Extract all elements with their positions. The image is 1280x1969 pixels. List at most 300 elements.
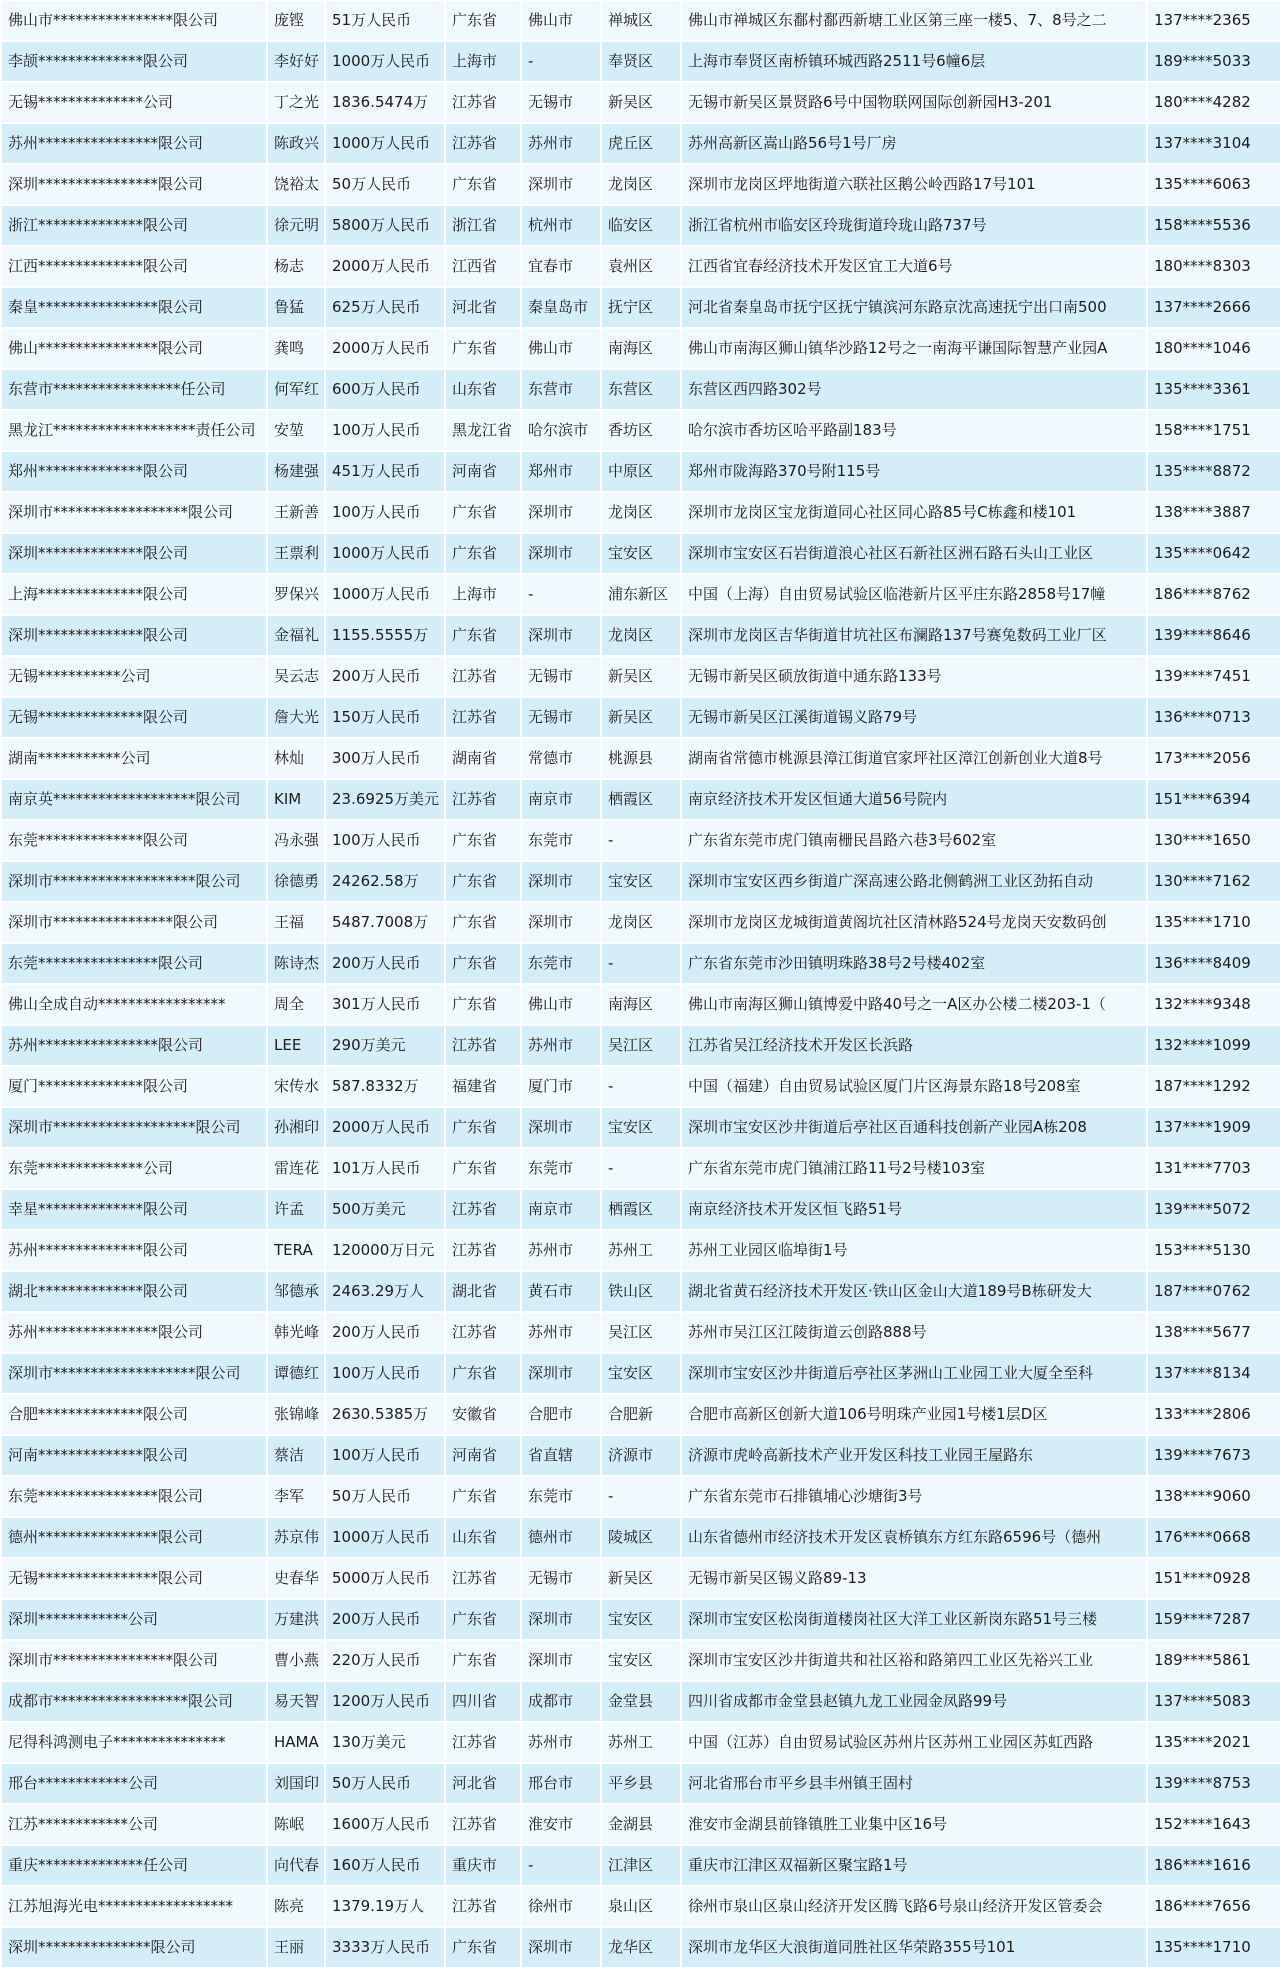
contact-cell: 史春华 [267, 1558, 325, 1599]
phone-cell: 135****3361 [1147, 369, 1280, 410]
province-cell: 广东省 [445, 1353, 521, 1394]
phone-cell: 130****7162 [1147, 861, 1280, 902]
province-cell: 浙江省 [445, 205, 521, 246]
district-cell: 龙华区 [601, 1927, 681, 1968]
company-name-cell: 邢台************公司 [1, 1763, 267, 1804]
city-cell: 苏州市 [521, 123, 601, 164]
company-name-cell: 江西**************限公司 [1, 246, 267, 287]
company-name-cell: 湖北**************限公司 [1, 1271, 267, 1312]
contact-cell: 吴云志 [267, 656, 325, 697]
company-name-cell: 湖南***********公司 [1, 738, 267, 779]
table-row [1, 1476, 1280, 1517]
contact-cell: 金福礼 [267, 615, 325, 656]
capital-cell: 300万人民币 [325, 738, 445, 779]
city-cell: 徐州市 [521, 1886, 601, 1927]
capital-cell: 160万人民币 [325, 1845, 445, 1886]
province-cell: 江苏省 [445, 1804, 521, 1845]
table-row [1, 1435, 1280, 1476]
table-row [1, 943, 1280, 984]
phone-cell: 152****1643 [1147, 1804, 1280, 1845]
city-cell: 省直辖 [521, 1435, 601, 1476]
address-cell: 深圳市宝安区石岩街道浪心社区石新社区洲石路石头山工业区 [681, 533, 1147, 574]
company-name-cell: 尼得科鸿测电子*************** [1, 1722, 267, 1763]
district-cell: 平乡县 [601, 1763, 681, 1804]
capital-cell: 5800万人民币 [325, 205, 445, 246]
capital-cell: 1155.5555万 [325, 615, 445, 656]
capital-cell: 100万人民币 [325, 492, 445, 533]
city-cell: 深圳市 [521, 902, 601, 943]
address-cell: 苏州高新区嵩山路56号1号厂房 [681, 123, 1147, 164]
province-cell: 江苏省 [445, 1558, 521, 1599]
address-cell: 深圳市龙岗区宝龙街道同心社区同心路85号C栋鑫和楼101 [681, 492, 1147, 533]
city-cell: 常德市 [521, 738, 601, 779]
phone-cell: 139****7451 [1147, 656, 1280, 697]
capital-cell: 150万人民币 [325, 697, 445, 738]
province-cell: 广东省 [445, 0, 521, 41]
province-cell: 江苏省 [445, 697, 521, 738]
company-name-cell: 无锡**************限公司 [1, 697, 267, 738]
phone-cell: 187****1292 [1147, 1066, 1280, 1107]
capital-cell: 1000万人民币 [325, 123, 445, 164]
city-cell: 无锡市 [521, 697, 601, 738]
province-cell: 广东省 [445, 902, 521, 943]
district-cell: 龙岗区 [601, 615, 681, 656]
contact-cell: 徐元明 [267, 205, 325, 246]
table-row [1, 246, 1280, 287]
capital-cell: 24262.58万 [325, 861, 445, 902]
table-row [1, 1312, 1280, 1353]
contact-cell: 易天智 [267, 1681, 325, 1722]
district-cell: 中原区 [601, 451, 681, 492]
phone-cell: 137****2666 [1147, 287, 1280, 328]
table-row [1, 1886, 1280, 1927]
phone-cell: 138****3887 [1147, 492, 1280, 533]
table-row [1, 410, 1280, 451]
capital-cell: 1200万人民币 [325, 1681, 445, 1722]
contact-cell: 丁之光 [267, 82, 325, 123]
address-cell: 深圳市宝安区沙井街道后亭社区茅洲山工业园工业大厦全至科 [681, 1353, 1147, 1394]
district-cell: 浦东新区 [601, 574, 681, 615]
province-cell: 河北省 [445, 287, 521, 328]
city-cell: 杭州市 [521, 205, 601, 246]
contact-cell: 王新善 [267, 492, 325, 533]
province-cell: 广东省 [445, 984, 521, 1025]
table-row [1, 1558, 1280, 1599]
company-name-cell: 东莞**************公司 [1, 1148, 267, 1189]
city-cell: 深圳市 [521, 492, 601, 533]
province-cell: 广东省 [445, 164, 521, 205]
province-cell: 江苏省 [445, 1312, 521, 1353]
city-cell: 深圳市 [521, 861, 601, 902]
phone-cell: 176****0668 [1147, 1517, 1280, 1558]
contact-cell: 陈岷 [267, 1804, 325, 1845]
capital-cell: 101万人民币 [325, 1148, 445, 1189]
province-cell: 广东省 [445, 1640, 521, 1681]
district-cell: 铁山区 [601, 1271, 681, 1312]
contact-cell: LEE [267, 1025, 325, 1066]
company-name-cell: 佛山****************限公司 [1, 328, 267, 369]
address-cell: 无锡市新吴区硕放街道中通东路133号 [681, 656, 1147, 697]
phone-cell: 159****7287 [1147, 1599, 1280, 1640]
company-name-cell: 深圳市*******************限公司 [1, 861, 267, 902]
phone-cell: 136****0713 [1147, 697, 1280, 738]
district-cell: 新吴区 [601, 697, 681, 738]
company-name-cell: 幸星**************限公司 [1, 1189, 267, 1230]
province-cell: 湖南省 [445, 738, 521, 779]
table-row [1, 328, 1280, 369]
address-cell: 郑州市陇海路370号附115号 [681, 451, 1147, 492]
address-cell: 佛山市禅城区东鄱村鄱西新塘工业区第三座一楼5、7、8号之二 [681, 0, 1147, 41]
province-cell: 广东省 [445, 1107, 521, 1148]
capital-cell: 200万人民币 [325, 1312, 445, 1353]
capital-cell: 3333万人民币 [325, 1927, 445, 1968]
phone-cell: 135****8872 [1147, 451, 1280, 492]
phone-cell: 189****5033 [1147, 41, 1280, 82]
capital-cell: 50万人民币 [325, 1476, 445, 1517]
company-name-cell: 深圳市****************限公司 [1, 902, 267, 943]
city-cell: 合肥市 [521, 1394, 601, 1435]
city-cell: 南京市 [521, 1189, 601, 1230]
province-cell: 河南省 [445, 1435, 521, 1476]
phone-cell: 139****7673 [1147, 1435, 1280, 1476]
table-row [1, 1722, 1280, 1763]
province-cell: 广东省 [445, 492, 521, 533]
table-row [1, 287, 1280, 328]
table-row [1, 1394, 1280, 1435]
province-cell: 广东省 [445, 943, 521, 984]
contact-cell: 王福 [267, 902, 325, 943]
province-cell: 河北省 [445, 1763, 521, 1804]
phone-cell: 132****9348 [1147, 984, 1280, 1025]
table-row [1, 1148, 1280, 1189]
phone-cell: 138****9060 [1147, 1476, 1280, 1517]
province-cell: 广东省 [445, 820, 521, 861]
district-cell: 吴江区 [601, 1025, 681, 1066]
capital-cell: 5000万人民币 [325, 1558, 445, 1599]
province-cell: 广东省 [445, 1148, 521, 1189]
address-cell: 深圳市宝安区松岗街道楼岗社区大洋工业区新岗东路51号三楼 [681, 1599, 1147, 1640]
capital-cell: 2000万人民币 [325, 328, 445, 369]
address-cell: 重庆市江津区双福新区聚宝路1号 [681, 1845, 1147, 1886]
phone-cell: 139****8753 [1147, 1763, 1280, 1804]
district-cell: 南海区 [601, 328, 681, 369]
city-cell: 深圳市 [521, 164, 601, 205]
address-cell: 山东省德州市经济技术开发区袁桥镇东方红东路6596号（德州 [681, 1517, 1147, 1558]
table-row [1, 615, 1280, 656]
contact-cell: 孙湘印 [267, 1107, 325, 1148]
capital-cell: 1600万人民币 [325, 1804, 445, 1845]
city-cell: 苏州市 [521, 1025, 601, 1066]
city-cell: 邢台市 [521, 1763, 601, 1804]
district-cell: 龙岗区 [601, 492, 681, 533]
table-row [1, 451, 1280, 492]
address-cell: 河北省秦皇岛市抚宁区抚宁镇滨河东路京沈高速抚宁出口南500 [681, 287, 1147, 328]
phone-cell: 180****8303 [1147, 246, 1280, 287]
company-name-cell: 上海**************限公司 [1, 574, 267, 615]
phone-cell: 135****1710 [1147, 1927, 1280, 1968]
table-row [1, 1271, 1280, 1312]
phone-cell: 137****5083 [1147, 1681, 1280, 1722]
company-name-cell: 浙江**************限公司 [1, 205, 267, 246]
city-cell: 黄石市 [521, 1271, 601, 1312]
contact-cell: 庞铿 [267, 0, 325, 41]
company-name-cell: 深圳****************限公司 [1, 164, 267, 205]
city-cell: - [521, 574, 601, 615]
company-name-cell: 无锡***********公司 [1, 656, 267, 697]
table-row [1, 0, 1280, 41]
table-row [1, 1107, 1280, 1148]
address-cell: 无锡市新吴区景贤路6号中国物联网国际创新园H3-201 [681, 82, 1147, 123]
address-cell: 合肥市高新区创新大道106号明珠产业园1号楼1层D区 [681, 1394, 1147, 1435]
city-cell: 深圳市 [521, 1640, 601, 1681]
phone-cell: 137****8134 [1147, 1353, 1280, 1394]
city-cell: - [521, 1845, 601, 1886]
capital-cell: 301万人民币 [325, 984, 445, 1025]
district-cell: 合肥新 [601, 1394, 681, 1435]
province-cell: 江苏省 [445, 1189, 521, 1230]
capital-cell: 23.6925万美元 [325, 779, 445, 820]
company-name-cell: 黑龙江*******************责任公司 [1, 410, 267, 451]
company-name-cell: 深圳**************限公司 [1, 615, 267, 656]
table-row [1, 164, 1280, 205]
capital-cell: 51万人民币 [325, 0, 445, 41]
district-cell: 龙岗区 [601, 164, 681, 205]
city-cell: 哈尔滨市 [521, 410, 601, 451]
district-cell: 禅城区 [601, 0, 681, 41]
address-cell: 中国（上海）自由贸易试验区临港新片区平庄东路2858号17幢 [681, 574, 1147, 615]
capital-cell: 50万人民币 [325, 1763, 445, 1804]
company-name-cell: 合肥**************限公司 [1, 1394, 267, 1435]
district-cell: - [601, 1066, 681, 1107]
contact-cell: 曹小燕 [267, 1640, 325, 1681]
address-cell: 深圳市龙岗区坪地街道六联社区鹅公岭西路17号101 [681, 164, 1147, 205]
table-row [1, 533, 1280, 574]
district-cell: 虎丘区 [601, 123, 681, 164]
district-cell: 苏州工 [601, 1230, 681, 1271]
company-name-cell: 河南**************限公司 [1, 1435, 267, 1476]
address-cell: 深圳市龙岗区龙城街道黄阁坑社区清林路524号龙岗天安数码创 [681, 902, 1147, 943]
company-name-cell: 深圳************公司 [1, 1599, 267, 1640]
contact-cell: 李军 [267, 1476, 325, 1517]
address-cell: 佛山市南海区狮山镇博爱中路40号之一A区办公楼二楼203-1（ [681, 984, 1147, 1025]
city-cell: 宜春市 [521, 246, 601, 287]
company-name-cell: 东莞****************限公司 [1, 1476, 267, 1517]
city-cell: 厦门市 [521, 1066, 601, 1107]
contact-cell: 龚鸣 [267, 328, 325, 369]
province-cell: 广东省 [445, 1476, 521, 1517]
contact-cell: 苏京伟 [267, 1517, 325, 1558]
address-cell: 南京经济技术开发区恒通大道56号院内 [681, 779, 1147, 820]
phone-cell: 158****1751 [1147, 410, 1280, 451]
table-row [1, 1599, 1280, 1640]
company-name-cell: 郑州**************限公司 [1, 451, 267, 492]
table-row [1, 697, 1280, 738]
province-cell: 江苏省 [445, 1230, 521, 1271]
address-cell: 河北省邢台市平乡县丰州镇王固村 [681, 1763, 1147, 1804]
capital-cell: 200万人民币 [325, 1599, 445, 1640]
contact-cell: TERA [267, 1230, 325, 1271]
district-cell: 济源市 [601, 1435, 681, 1476]
phone-cell: 137****3104 [1147, 123, 1280, 164]
district-cell: 金堂县 [601, 1681, 681, 1722]
phone-cell: 139****8646 [1147, 615, 1280, 656]
contact-cell: 蔡洁 [267, 1435, 325, 1476]
province-cell: 上海市 [445, 574, 521, 615]
province-cell: 广东省 [445, 615, 521, 656]
province-cell: 江苏省 [445, 1722, 521, 1763]
district-cell: 新吴区 [601, 656, 681, 697]
address-cell: 广东省东莞市虎门镇浦江路11号2号楼103室 [681, 1148, 1147, 1189]
contact-cell: 韩光峰 [267, 1312, 325, 1353]
capital-cell: 2000万人民币 [325, 246, 445, 287]
table-row [1, 1066, 1280, 1107]
province-cell: 广东省 [445, 861, 521, 902]
city-cell: 苏州市 [521, 1230, 601, 1271]
phone-cell: 136****8409 [1147, 943, 1280, 984]
contact-cell: KIM [267, 779, 325, 820]
city-cell: 深圳市 [521, 1353, 601, 1394]
company-name-cell: 深圳***************限公司 [1, 1927, 267, 1968]
district-cell: 宝安区 [601, 1640, 681, 1681]
address-cell: 湖北省黄石经济技术开发区·铁山区金山大道189号B栋研发大 [681, 1271, 1147, 1312]
address-cell: 佛山市南海区狮山镇华沙路12号之一南海平谦国际智慧产业园A [681, 328, 1147, 369]
contact-cell: 万建洪 [267, 1599, 325, 1640]
phone-cell: 135****2021 [1147, 1722, 1280, 1763]
province-cell: 江苏省 [445, 779, 521, 820]
province-cell: 江苏省 [445, 1886, 521, 1927]
contact-cell: 罗保兴 [267, 574, 325, 615]
table-row [1, 738, 1280, 779]
capital-cell: 2000万人民币 [325, 1107, 445, 1148]
table-row [1, 1230, 1280, 1271]
capital-cell: 500万美元 [325, 1189, 445, 1230]
contact-cell: 鲁猛 [267, 287, 325, 328]
table-row [1, 1763, 1280, 1804]
capital-cell: 100万人民币 [325, 820, 445, 861]
phone-cell: 186****8762 [1147, 574, 1280, 615]
district-cell: 宝安区 [601, 533, 681, 574]
phone-cell: 133****2806 [1147, 1394, 1280, 1435]
city-cell: 深圳市 [521, 1599, 601, 1640]
capital-cell: 50万人民币 [325, 164, 445, 205]
city-cell: 佛山市 [521, 0, 601, 41]
province-cell: 四川省 [445, 1681, 521, 1722]
capital-cell: 120000万日元 [325, 1230, 445, 1271]
contact-cell: 李好好 [267, 41, 325, 82]
contact-cell: 谭德红 [267, 1353, 325, 1394]
table-row [1, 41, 1280, 82]
city-cell: 佛山市 [521, 984, 601, 1025]
contact-cell: 周全 [267, 984, 325, 1025]
phone-cell: 153****5130 [1147, 1230, 1280, 1271]
district-cell: 南海区 [601, 984, 681, 1025]
province-cell: 江苏省 [445, 656, 521, 697]
company-name-cell: 无锡****************限公司 [1, 1558, 267, 1599]
phone-cell: 173****2056 [1147, 738, 1280, 779]
city-cell: 东莞市 [521, 1148, 601, 1189]
contact-cell: 杨志 [267, 246, 325, 287]
table-row [1, 1804, 1280, 1845]
capital-cell: 1000万人民币 [325, 41, 445, 82]
province-cell: 广东省 [445, 1599, 521, 1640]
province-cell: 湖北省 [445, 1271, 521, 1312]
city-cell: 成都市 [521, 1681, 601, 1722]
city-cell: 佛山市 [521, 328, 601, 369]
company-name-cell: 苏州****************限公司 [1, 1025, 267, 1066]
province-cell: 黑龙江省 [445, 410, 521, 451]
address-cell: 东营区西四路302号 [681, 369, 1147, 410]
company-name-cell: 深圳市******************限公司 [1, 492, 267, 533]
phone-cell: 138****5677 [1147, 1312, 1280, 1353]
province-cell: 河南省 [445, 451, 521, 492]
contact-cell: 刘国印 [267, 1763, 325, 1804]
table-row [1, 1845, 1280, 1886]
capital-cell: 625万人民币 [325, 287, 445, 328]
company-name-cell: 东莞****************限公司 [1, 943, 267, 984]
company-name-cell: 深圳**************限公司 [1, 533, 267, 574]
district-cell: 栖霞区 [601, 1189, 681, 1230]
contact-cell: 饶裕太 [267, 164, 325, 205]
company-name-cell: 佛山全成自动***************** [1, 984, 267, 1025]
address-cell: 江西省宜春经济技术开发区宜工大道6号 [681, 246, 1147, 287]
address-cell: 广东省东莞市沙田镇明珠路38号2号楼402室 [681, 943, 1147, 984]
phone-cell: 180****4282 [1147, 82, 1280, 123]
phone-cell: 135****6063 [1147, 164, 1280, 205]
table-row [1, 492, 1280, 533]
contact-cell: 雷连花 [267, 1148, 325, 1189]
capital-cell: 2630.5385万 [325, 1394, 445, 1435]
district-cell: 香坊区 [601, 410, 681, 451]
phone-cell: 137****2365 [1147, 0, 1280, 41]
district-cell: - [601, 1476, 681, 1517]
company-table-body [1, 0, 1280, 1968]
company-name-cell: 南京英*******************限公司 [1, 779, 267, 820]
phone-cell: 186****1616 [1147, 1845, 1280, 1886]
address-cell: 深圳市宝安区西乡街道广深高速公路北侧鹤洲工业区劲拓自动 [681, 861, 1147, 902]
district-cell: 栖霞区 [601, 779, 681, 820]
company-name-cell: 无锡**************公司 [1, 82, 267, 123]
contact-cell: 张锦峰 [267, 1394, 325, 1435]
company-name-cell: 德州****************限公司 [1, 1517, 267, 1558]
capital-cell: 130万美元 [325, 1722, 445, 1763]
district-cell: - [601, 1148, 681, 1189]
company-name-cell: 深圳市*******************限公司 [1, 1353, 267, 1394]
company-name-cell: 苏州****************限公司 [1, 1312, 267, 1353]
city-cell: 苏州市 [521, 1312, 601, 1353]
address-cell: 淮安市金湖县前锋镇胜工业集中区16号 [681, 1804, 1147, 1845]
company-name-cell: 苏州**************限公司 [1, 1230, 267, 1271]
phone-cell: 187****0762 [1147, 1271, 1280, 1312]
address-cell: 江苏省吴江经济技术开发区长浜路 [681, 1025, 1147, 1066]
province-cell: 重庆市 [445, 1845, 521, 1886]
district-cell: 东营区 [601, 369, 681, 410]
contact-cell: HAMA [267, 1722, 325, 1763]
contact-cell: 许孟 [267, 1189, 325, 1230]
contact-cell: 陈政兴 [267, 123, 325, 164]
phone-cell: 186****7656 [1147, 1886, 1280, 1927]
address-cell: 苏州市吴江区江陵街道云创路888号 [681, 1312, 1147, 1353]
address-cell: 哈尔滨市香坊区哈平路副183号 [681, 410, 1147, 451]
capital-cell: 220万人民币 [325, 1640, 445, 1681]
capital-cell: 5487.7008万 [325, 902, 445, 943]
contact-cell: 陈亮 [267, 1886, 325, 1927]
phone-cell: 130****1650 [1147, 820, 1280, 861]
contact-cell: 王票利 [267, 533, 325, 574]
capital-cell: 100万人民币 [325, 1435, 445, 1476]
city-cell: 东营市 [521, 369, 601, 410]
company-name-cell: 厦门**************限公司 [1, 1066, 267, 1107]
company-name-cell: 深圳市*******************限公司 [1, 1107, 267, 1148]
